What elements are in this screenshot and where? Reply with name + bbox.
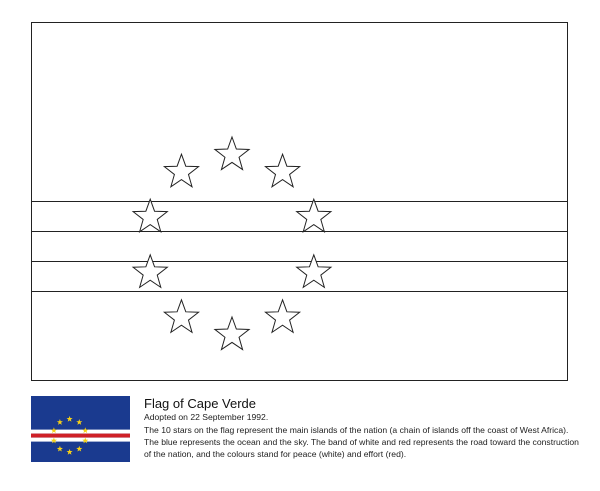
outline-star-6 xyxy=(215,317,249,350)
thumb-white-stripe-bottom xyxy=(31,438,130,442)
flag-title: Flag of Cape Verde xyxy=(144,396,257,411)
adoption-date: Adopted on 22 September 1992. xyxy=(144,412,269,422)
outline-star-4 xyxy=(297,255,331,288)
outline-star-8 xyxy=(133,255,167,288)
outline-star-3 xyxy=(297,199,331,232)
thumb-red-stripe xyxy=(31,434,130,438)
thumb-blue-field xyxy=(31,396,130,462)
outline-star-1 xyxy=(215,137,249,170)
flag-description: The 10 stars on the flag represent the main islands of the nation (a chain of islands off the coast of West Africa). The blue represents the ocean and the sky. The band of white and red represents the road toward the construction of the nation, and the colours stand for peace (white) and effort (red). xyxy=(144,425,579,459)
outline-star-10 xyxy=(164,154,198,187)
flag-thumbnail xyxy=(31,396,130,462)
outline-star-2 xyxy=(265,154,299,187)
outline-star-5 xyxy=(265,300,299,333)
outline-star-9 xyxy=(133,199,167,232)
thumb-white-stripe-top xyxy=(31,430,130,434)
outline-star-7 xyxy=(164,300,198,333)
flag-caption xyxy=(144,396,584,460)
